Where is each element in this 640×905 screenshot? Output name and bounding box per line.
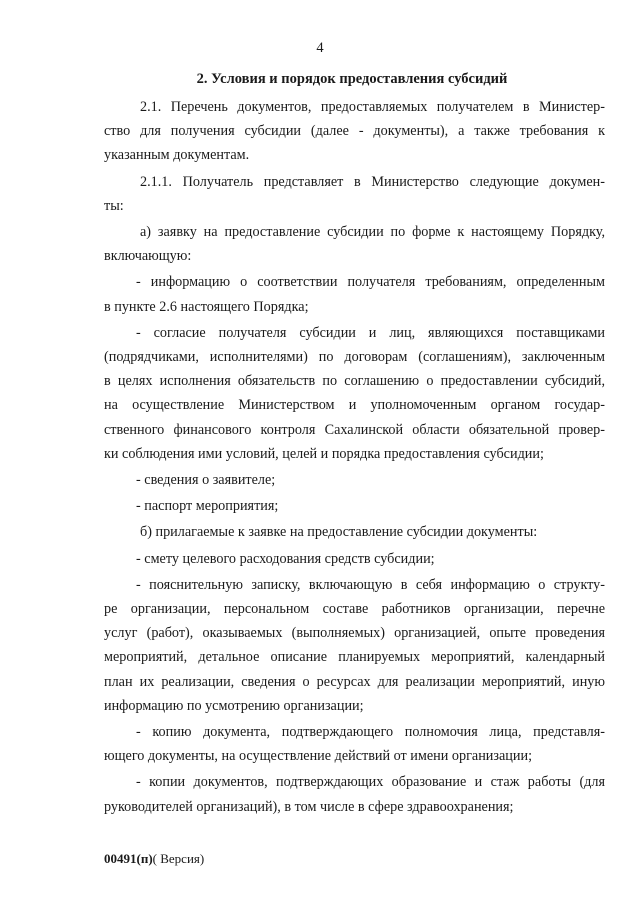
- list-item-line: ки соблюдения ими условий, целей и порядка предоставления субсидии;: [104, 445, 544, 462]
- list-item-line: ре организации, персональном составе работников организации, перечне: [104, 601, 605, 618]
- list-item-line: - согласие получателя субсидии и лиц, являющихся поставщиками: [136, 324, 605, 341]
- document-body: [104, 95, 605, 819]
- list-item-line: в целях исполнения обязательств по соглашению о предоставлении субсидий,: [104, 373, 605, 390]
- paragraph-line: указанным документам.: [104, 147, 250, 164]
- paragraph-line: 2.1.1. Получатель представляет в Министерство следующие докумен-: [140, 173, 605, 190]
- list-item-line: - пояснительную записку, включающую в себя информацию о структу-: [136, 576, 605, 593]
- list-item-line: мероприятий, детальное описание планируемых мероприятий, календарный: [104, 649, 605, 666]
- paragraph-line: включающую:: [104, 248, 192, 265]
- paragraph-line: ты:: [104, 197, 124, 214]
- section-heading: 2. Условия и порядок предоставления субсидий: [196, 71, 508, 87]
- list-item-line: - информацию о соответствии получателя требованиям, определенным: [136, 274, 605, 291]
- paragraph-line: 2.1. Перечень документов, предоставляемых получателем в Министер-: [140, 99, 605, 115]
- list-item-line: на осуществление Министерством и уполномоченным органом государ-: [104, 397, 605, 414]
- list-item-line: - копии документов, подтверждающих образование и стаж работы (для: [136, 774, 605, 791]
- paragraph-line: ство для получения субсидии (далее - документы), а также требования к: [104, 123, 605, 140]
- document-code: 00491(п): [104, 851, 153, 866]
- list-item-line: - паспорт мероприятия;: [136, 498, 279, 515]
- paragraph-line: а) заявку на предоставление субсидии по форме к настоящему Порядку,: [140, 224, 605, 241]
- list-item-line: (подрядчиками, исполнителями) по договорам (соглашениям), заключенным: [104, 349, 605, 366]
- list-item-line: руководителей организаций), в том числе в сфере здравоохранения;: [104, 798, 514, 815]
- document-footer: [104, 851, 204, 867]
- paragraph-line: б) прилагаемые к заявке на предоставление субсидии документы:: [140, 524, 538, 541]
- list-item-line: услуг (работ), оказываемых (выполняемых) организацией, опыте проведения: [104, 625, 605, 642]
- document-version: ( Версия): [152, 851, 205, 866]
- page-number: 4: [316, 40, 324, 56]
- list-item-line: в пункте 2.6 настоящего Порядка;: [104, 298, 309, 315]
- list-item-line: - копию документа, подтверждающего полномочия лица, представля-: [136, 724, 605, 741]
- list-item-line: ственного финансового контроля Сахалинской области обязательной провер-: [104, 421, 605, 438]
- list-item-line: план их реализации, сведения о ресурсах для реализации мероприятий, иную: [104, 673, 605, 690]
- list-item-line: информацию по усмотрению организации;: [104, 697, 364, 714]
- list-item-line: - сведения о заявителе;: [136, 472, 276, 489]
- list-item-line: - смету целевого расходования средств субсидии;: [136, 550, 435, 567]
- list-item-line: ющего документы, на осуществление действий от имени организации;: [104, 748, 533, 765]
